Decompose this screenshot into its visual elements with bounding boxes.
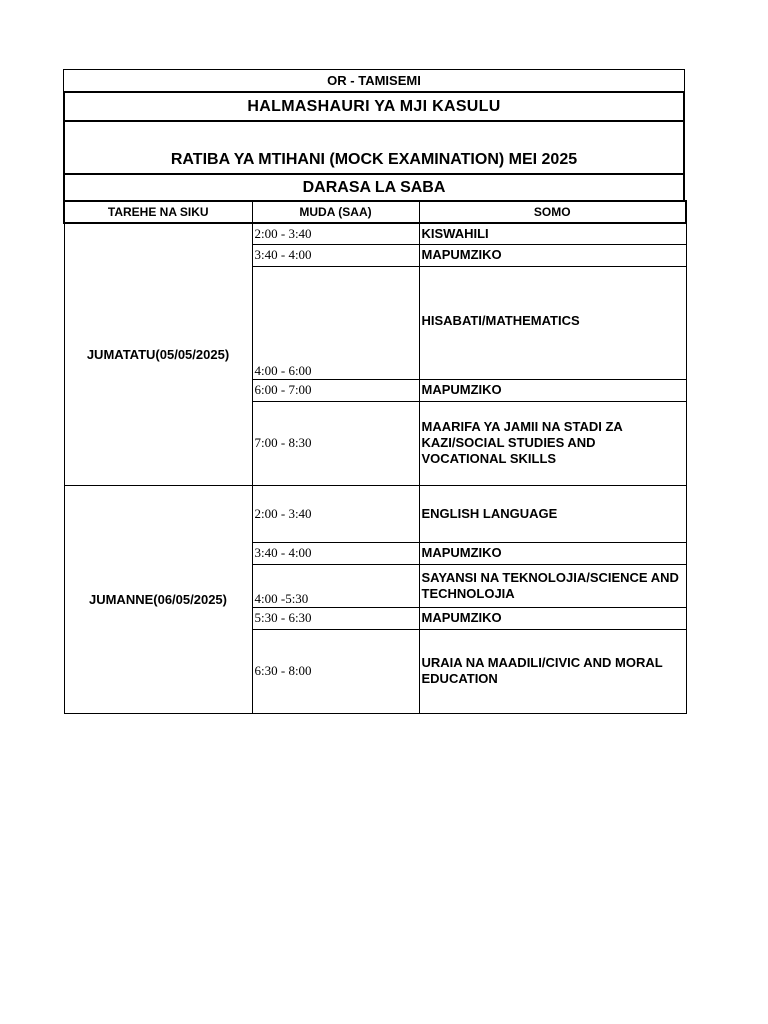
time-cell: 7:00 - 8:30 bbox=[252, 401, 419, 485]
subject-cell: SAYANSI NA TEKNOLOJIA/SCIENCE AND TECHNOLOJIA bbox=[419, 564, 686, 607]
subject-cell: ENGLISH LANGUAGE bbox=[419, 485, 686, 542]
table-row bbox=[64, 223, 686, 244]
subject-cell: HISABATI/MATHEMATICS bbox=[419, 266, 686, 379]
day-cell: JUMANNE(06/05/2025) bbox=[64, 485, 252, 713]
time-cell: 3:40 - 4:00 bbox=[252, 542, 419, 564]
subject-cell: MAPUMZIKO bbox=[419, 542, 686, 564]
council-heading: HALMASHAURI YA MJI KASULU bbox=[63, 91, 685, 120]
subject-cell: URAIA NA MAADILI/CIVIC AND MORAL EDUCATION bbox=[419, 629, 686, 713]
exam-timetable bbox=[63, 69, 685, 714]
subject-cell: MAPUMZIKO bbox=[419, 379, 686, 401]
time-cell: 6:30 - 8:00 bbox=[252, 629, 419, 713]
time-cell: 6:00 - 7:00 bbox=[252, 379, 419, 401]
subject-cell: MAPUMZIKO bbox=[419, 607, 686, 629]
column-header-subject: SOMO bbox=[419, 201, 686, 223]
timetable-title bbox=[63, 120, 685, 173]
time-cell: 2:00 - 3:40 bbox=[252, 223, 419, 244]
time-cell: 4:00 - 6:00 bbox=[252, 266, 419, 379]
table-header-row bbox=[64, 201, 686, 223]
time-cell: 2:00 - 3:40 bbox=[252, 485, 419, 542]
subject-cell: KISWAHILI bbox=[419, 223, 686, 244]
subject-cell: MAARIFA YA JAMII NA STADI ZA KAZI/SOCIAL STUDIES AND VOCATIONAL SKILLS bbox=[419, 401, 686, 485]
column-header-time: MUDA (SAA) bbox=[252, 201, 419, 223]
day-cell: JUMATATU(05/05/2025) bbox=[64, 223, 252, 485]
class-heading: DARASA LA SABA bbox=[63, 173, 685, 200]
time-cell: 4:00 -5:30 bbox=[252, 564, 419, 607]
time-cell: 3:40 - 4:00 bbox=[252, 244, 419, 266]
schedule-table bbox=[63, 200, 687, 714]
subject-cell: MAPUMZIKO bbox=[419, 244, 686, 266]
timetable-title-text: RATIBA YA MTIHANI (MOCK EXAMINATION) MEI 2025 bbox=[170, 151, 578, 168]
time-cell: 5:30 - 6:30 bbox=[252, 607, 419, 629]
organization-heading: OR - TAMISEMI bbox=[63, 69, 685, 91]
table-row bbox=[64, 485, 686, 542]
column-header-date: TAREHE NA SIKU bbox=[64, 201, 252, 223]
